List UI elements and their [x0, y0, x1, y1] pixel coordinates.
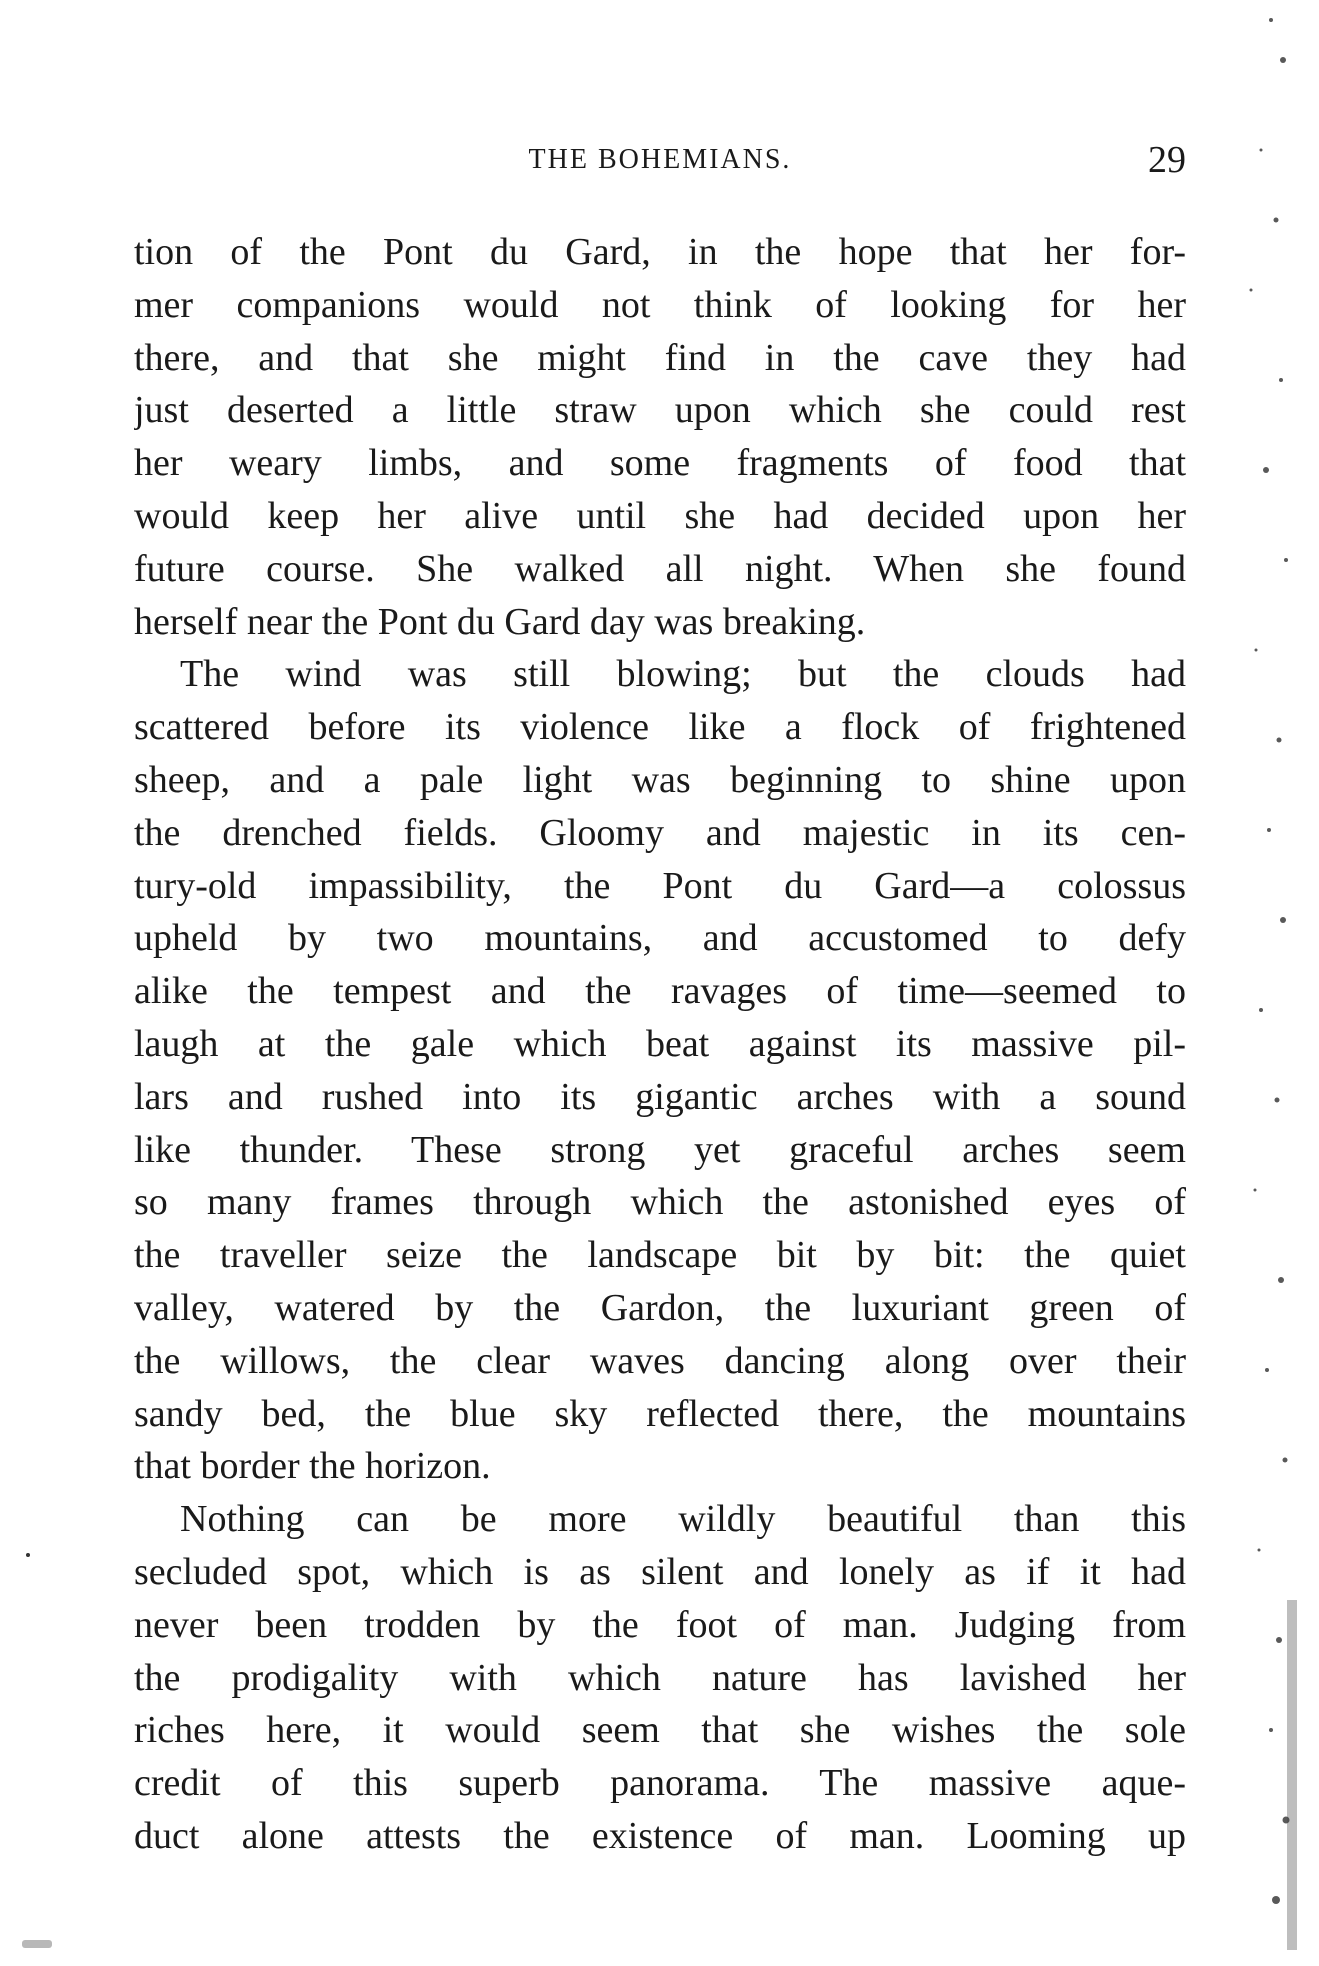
text-line: the drenched fields. Gloomy and majestic in its cen- — [134, 811, 1186, 854]
text-line: secluded spot, which is as silent and lonely as if it had — [134, 1550, 1186, 1593]
text-line: upheld by two mountains, and accustomed to defy — [134, 917, 1186, 960]
text-line: herself near the Pont du Gard day was breaking. — [134, 600, 866, 643]
text-line: the prodigality with which nature has lavished her — [134, 1656, 1186, 1699]
paragraph-start-line: Nothing can be more wildly beautiful than this — [180, 1498, 1186, 1541]
text-line: lars and rushed into its gigantic arches with a sound — [134, 1075, 1186, 1118]
paragraph-start-line: The wind was still blowing; but the clouds had — [180, 653, 1186, 696]
text-line: scattered before its violence like a flock of frightened — [134, 706, 1186, 749]
text-line: the willows, the clear waves dancing along over their — [134, 1339, 1186, 1382]
page-number: 29 — [1148, 139, 1186, 181]
scan-edge-noise — [1231, 0, 1301, 1966]
text-line: the traveller seize the landscape bit by bit: the quiet — [134, 1234, 1186, 1277]
text-line: future course. She walked all night. When she found — [134, 547, 1186, 590]
text-line: alike the tempest and the ravages of time—seemed to — [134, 970, 1186, 1013]
text-line: there, and that she might find in the cave they had — [134, 336, 1186, 379]
text-line: valley, watered by the Gardon, the luxuriant green of — [134, 1286, 1186, 1329]
running-title: THE BOHEMIANS. — [528, 144, 792, 175]
scan-speck — [22, 1940, 52, 1948]
text-line: just deserted a little straw upon which she could rest — [134, 389, 1186, 432]
text-line: sheep, and a pale light was beginning to shine upon — [134, 758, 1186, 801]
text-line: like thunder. These strong yet graceful arches seem — [134, 1128, 1186, 1171]
text-line: mer companions would not think of looking for her — [134, 283, 1186, 326]
text-line: never been trodden by the foot of man. Judging from — [134, 1603, 1186, 1646]
text-line: credit of this superb panorama. The massive aque- — [134, 1762, 1186, 1805]
text-line: would keep her alive until she had decided upon her — [134, 494, 1186, 537]
text-line: tion of the Pont du Gard, in the hope that her for- — [134, 231, 1186, 273]
body-text — [134, 226, 1186, 1863]
text-line: so many frames through which the astonished eyes of — [134, 1181, 1186, 1224]
text-line: tury-old impassibility, the Pont du Gard—a colossus — [134, 864, 1186, 907]
scan-speck — [26, 1553, 30, 1557]
text-line: riches here, it would seem that she wishes the sole — [134, 1709, 1186, 1752]
text-line: sandy bed, the blue sky reflected there, the mountains — [134, 1392, 1186, 1435]
text-line: laugh at the gale which beat against its massive pil- — [134, 1022, 1186, 1065]
text-line: duct alone attests the existence of man. Looming up — [134, 1814, 1186, 1857]
text-line: her weary limbs, and some fragments of food that — [134, 442, 1186, 485]
text-line: that border the horizon. — [134, 1445, 491, 1488]
running-head — [134, 138, 1186, 188]
